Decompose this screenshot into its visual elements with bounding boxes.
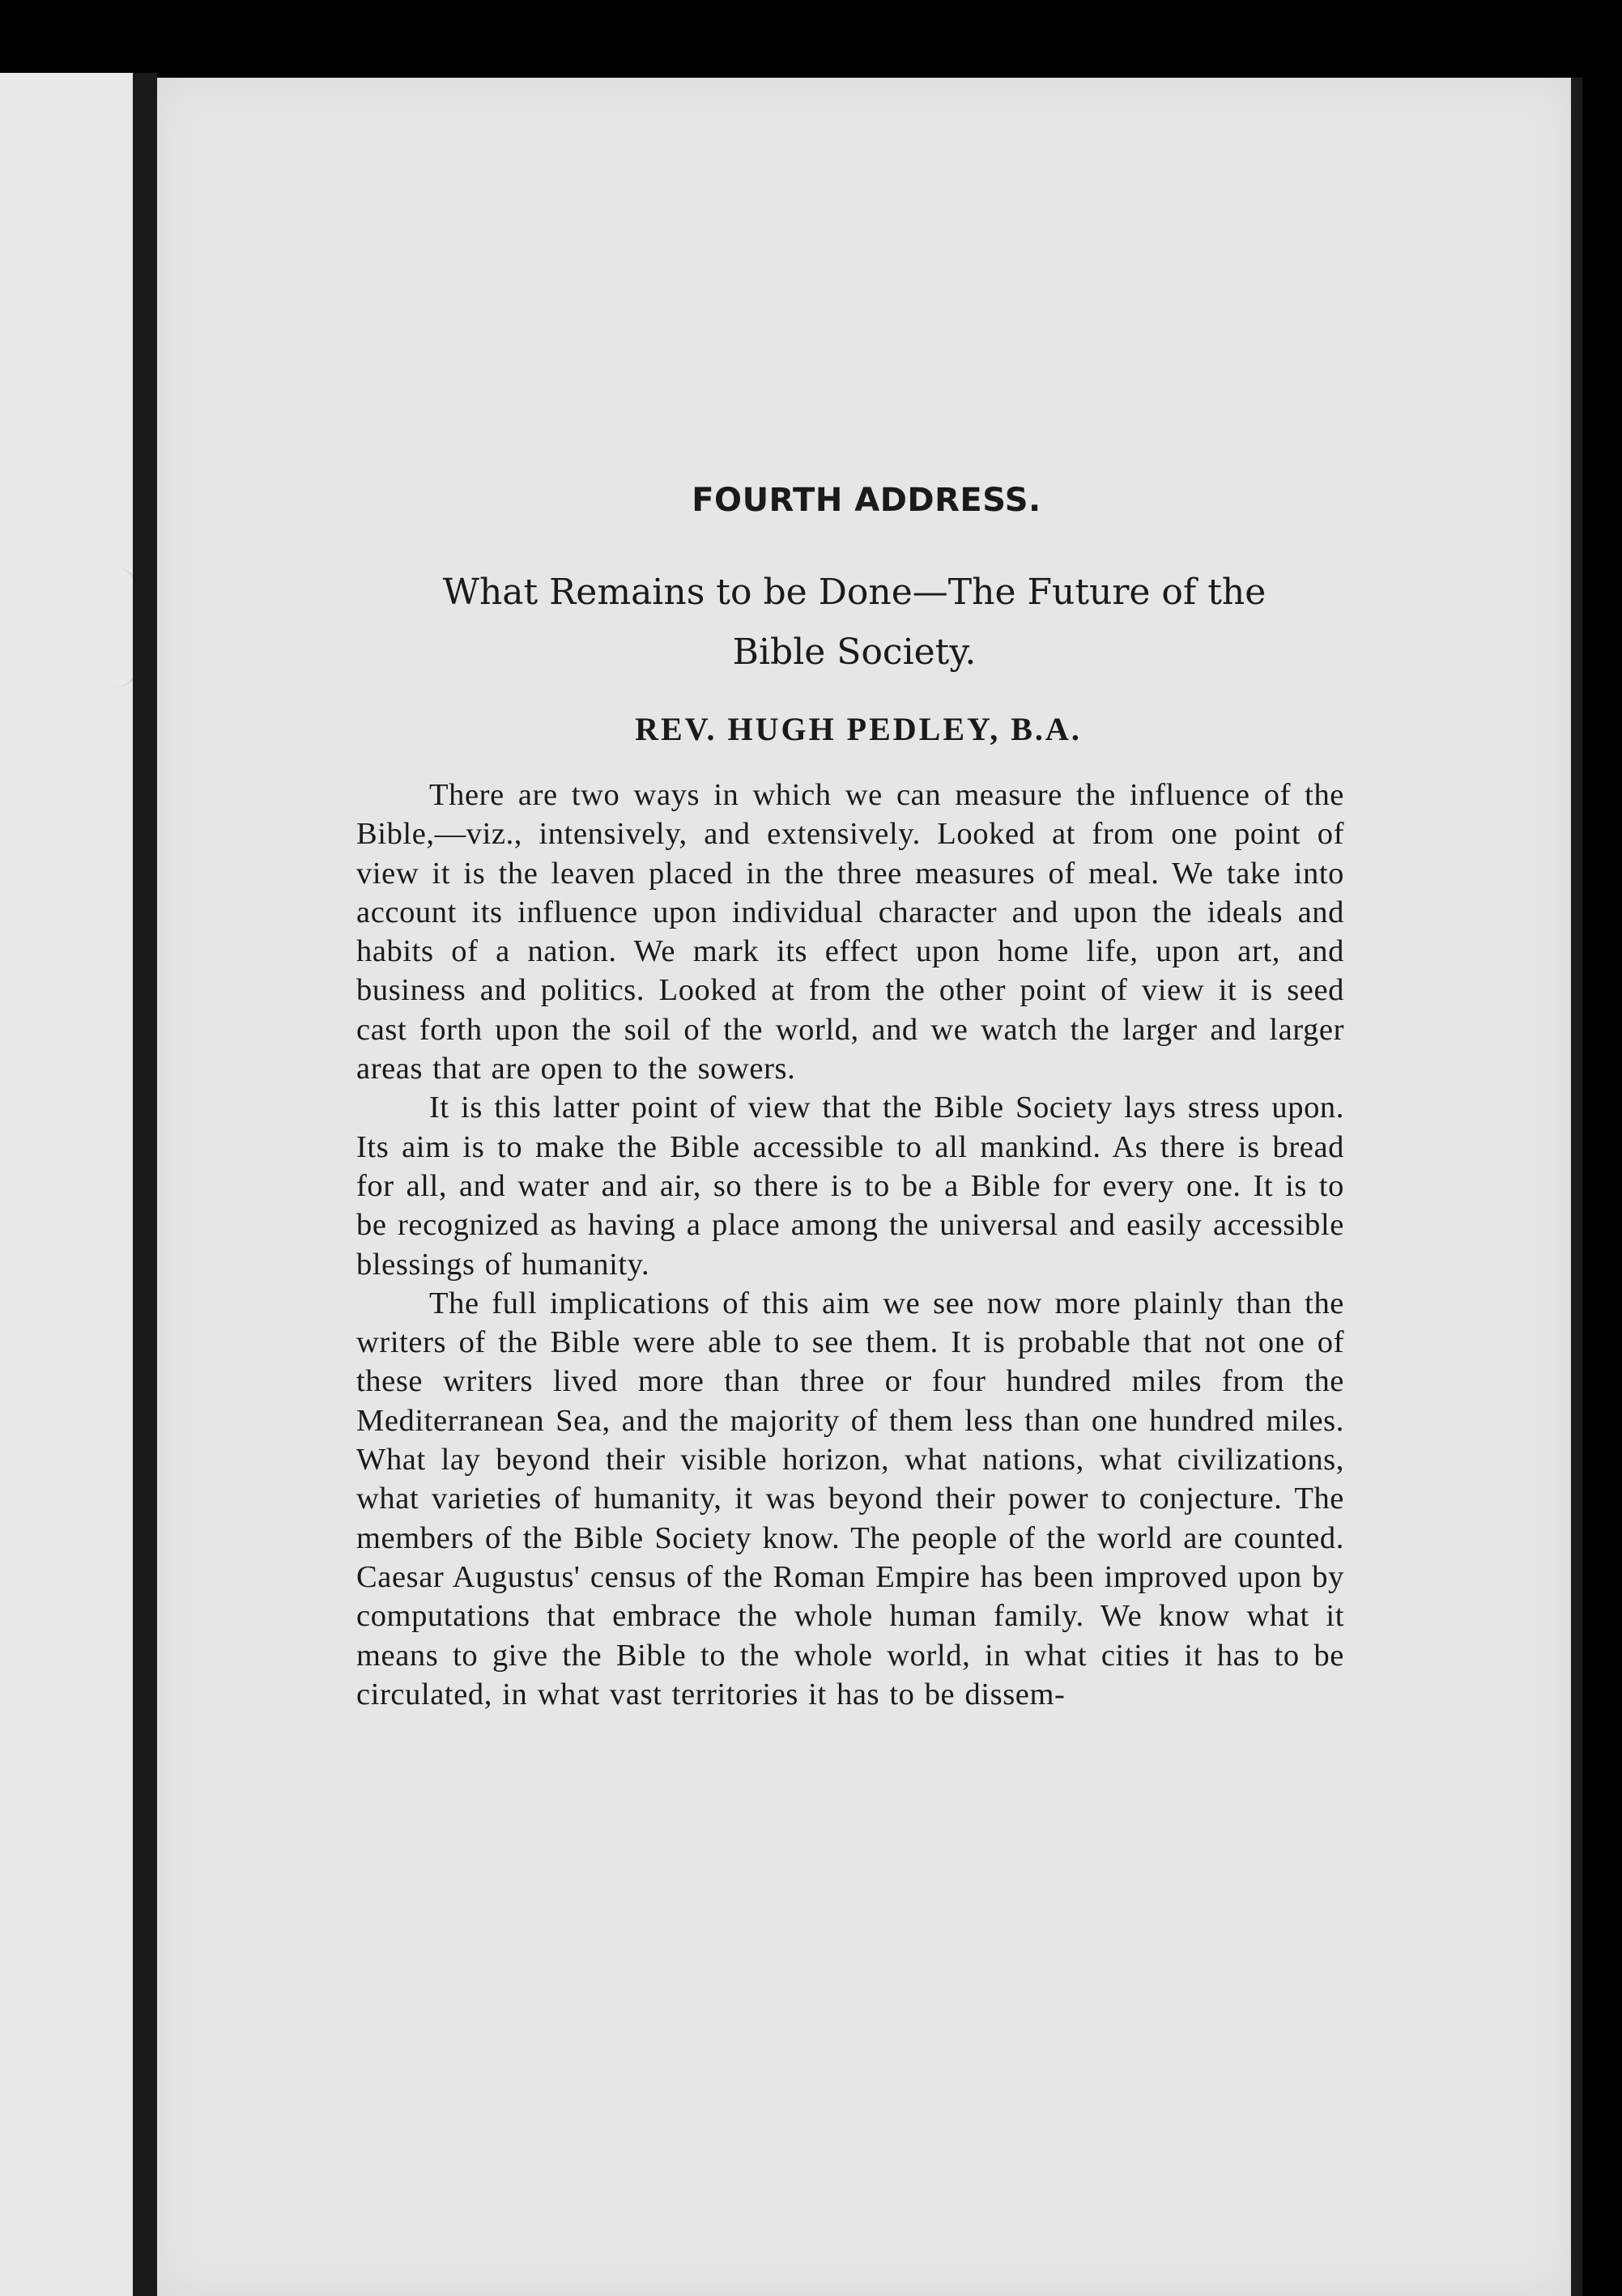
page-right-edge	[1571, 78, 1582, 2296]
address-subtitle	[364, 563, 1344, 682]
paragraph: There are two ways in which we can measure the influence of the Bible,—viz., intensively, and extensively. Looked at from one point of view it is the leaven placed in the three measures of meal. We take into account its influence upon individual character and upon the ideals and habits of a nation. We mark its effect upon home life, upon art, and business and politics. Looked at from the other point of view it is seed cast forth upon the soil of the world, and we watch the larger and larger areas that are open to the sowers.	[356, 778, 1344, 1086]
previous-page-edge	[0, 73, 136, 2296]
subtitle-line: What Remains to be Done—The Future of the	[442, 572, 1267, 613]
page-text	[356, 482, 1344, 1714]
body-text	[356, 776, 1344, 1714]
subtitle-line: Bible Society.	[732, 631, 977, 673]
paragraph: The full implications of this aim we see now more plainly than the writers of the Bible were able to see them. It is probable that not one of these writers lived more than three or four hundred miles from the Mediterranean Sea, and the majority of them less than one hundred miles. What lay beyond their visible horizon, what nations, what civilizations, what varieties of humanity, it was beyond their power to conjecture. The members of the Bible Society know. The people of the world are counted. Caesar Augustus' census of the Roman Empire has been improved upon by computations that embrace the whole human family. We know what it means to give the Bible to the whole world, in what cities it has to be circulated, in what vast territories it has to be dissem-	[356, 1286, 1344, 1711]
author-name: REV. HUGH PEDLEY, B.A.	[635, 711, 1082, 747]
address-heading: FOURTH ADDRESS.	[692, 482, 1041, 519]
book-binding-gutter	[133, 73, 157, 2296]
paragraph: It is this latter point of view that the Bible Society lays stress upon. Its aim is to make the Bible accessible to all mankind. As there is bread for all, and water and air, so there is to be a Bible for every one. It is to be recognized as having a place among the universal and easily accessible blessings of humanity.	[356, 1091, 1344, 1282]
